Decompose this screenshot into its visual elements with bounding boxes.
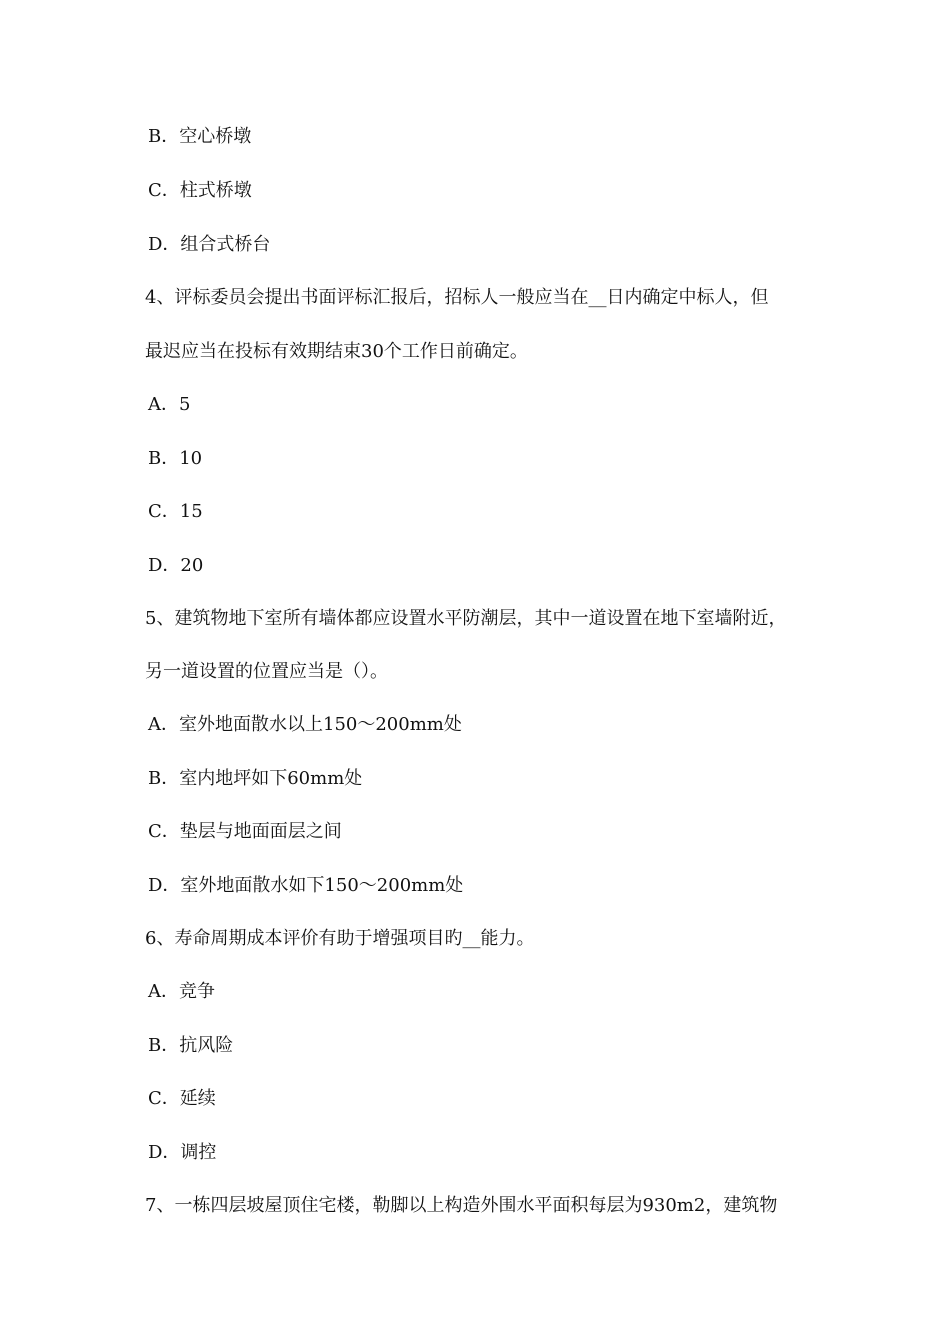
option-b-q5: B．室内地坪如下60mm处 [148,768,363,789]
option-b-q4: B．10 [148,448,203,469]
option-c-q3: C．柱式桥墩 [148,180,252,201]
option-c-q4: C．15 [148,501,203,522]
option-b-q3: B．空心桥墩 [148,126,252,147]
question-4-line-1: 4、评标委员会提出书面评标汇报后，招标人一般应当在__日内确定中标人，但 [145,287,769,308]
question-4-line-2: 最迟应当在投标有效期结束30个工作日前确定。 [145,341,528,362]
option-c-q6: C．延续 [148,1088,216,1109]
option-a-q5: A．室外地面散水以上150～200mm处 [148,714,462,735]
option-b-q6: B．抗风险 [148,1035,234,1056]
question-5-line-2: 另一道设置的位置应当是（）。 [145,661,388,682]
question-7-line-1: 7、一栋四层坡屋顶住宅楼，勒脚以上构造外围水平面积每层为930m2，建筑物 [145,1195,778,1216]
option-a-q4: A．5 [148,394,191,415]
option-c-q5: C．垫层与地面面层之间 [148,821,342,842]
question-6: 6、寿命周期成本评价有助于增强项目旳__能力。 [145,928,535,949]
option-d-q3: D．组合式桥台 [148,234,271,255]
option-a-q6: A．竞争 [148,981,215,1002]
option-d-q5: D．室外地面散水如下150～200mm处 [148,875,464,896]
option-d-q6: D．调控 [148,1142,217,1163]
question-5-line-1: 5、建筑物地下室所有墙体都应设置水平防潮层，其中一道设置在地下室墙附近， [145,608,787,629]
option-d-q4: D．20 [148,555,204,576]
